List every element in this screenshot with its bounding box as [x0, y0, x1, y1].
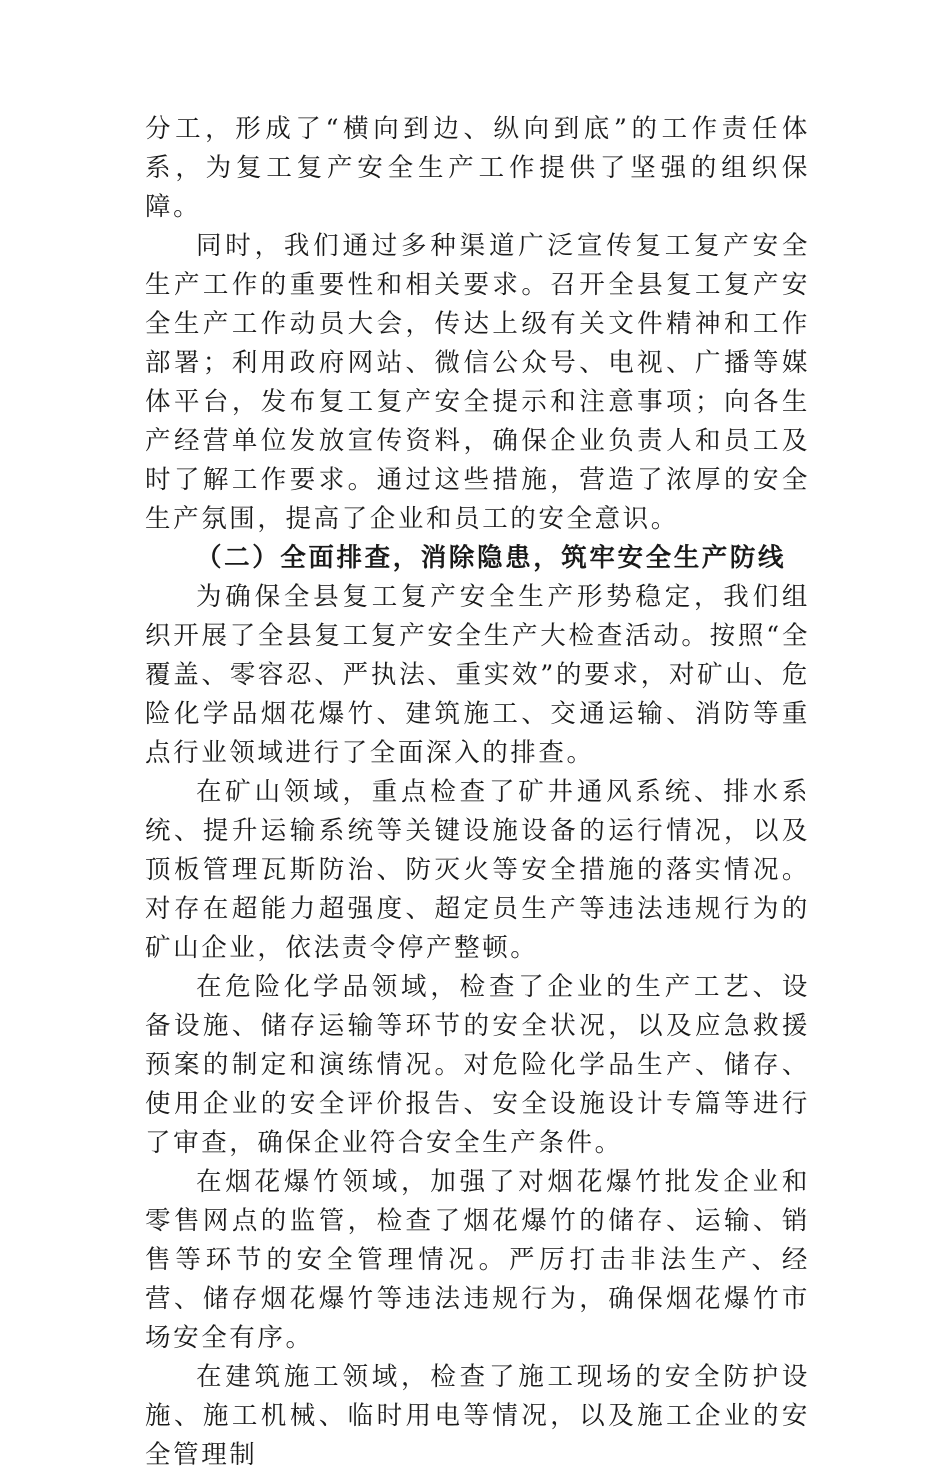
paragraph-fireworks: 在烟花爆竹领域，加强了对烟花爆竹批发企业和零售网点的监管，检查了烟花爆竹的储存、运输、销售等环节的安全管理情况。严厉打击非法生产、经营、储存烟花爆竹等违法违规行为，确保烟花爆竹市场安全有序。 [145, 1167, 810, 1353]
paragraph-hazardous-chemicals: 在危险化学品领域，检查了企业的生产工艺、设备设施、储存运输等环节的安全状况，以及应急救援预案的制定和演练情况。对危险化学品生产、储存、使用企业的安全评价报告、安全设施设计专篇等进行了审查，确保企业符合安全生产条件。 [145, 972, 810, 1158]
section-heading: （二）全面排查，消除隐患，筑牢安全生产防线 [196, 543, 787, 573]
paragraph-inspection-overview: 为确保全县复工复产安全生产形势稳定，我们组织开展了全县复工复产安全生产大检查活动。按照“全覆盖、零容忍、严执法、重实效”的要求，对矿山、危险化学品烟花爆竹、建筑施工、交通运输、消防等重点行业领域进行了全面深入的排查。 [145, 582, 810, 768]
document-body [145, 110, 810, 1475]
paragraph-continuation: 分工，形成了“横向到边、纵向到底”的工作责任体系，为复工复产安全生产工作提供了坚强的组织保障。 [145, 114, 810, 222]
paragraph-construction: 在建筑施工领域，检查了施工现场的安全防护设施、施工机械、临时用电等情况，以及施工企业的安全管理制 [145, 1362, 810, 1470]
paragraph-mining: 在矿山领域，重点检查了矿井通风系统、排水系统、提升运输系统等关键设施设备的运行情况，以及顶板管理瓦斯防治、防灭火等安全措施的落实情况。对存在超能力超强度、超定员生产等违法违规行为的矿山企业，依法责令停产整顿。 [145, 777, 810, 963]
paragraph-publicity: 同时，我们通过多种渠道广泛宣传复工复产安全生产工作的重要性和相关要求。召开全县复工复产安全生产工作动员大会，传达上级有关文件精神和工作部署；利用政府网站、微信公众号、电视、广播等媒体平台，发布复工复产安全提示和注意事项；向各生产经营单位发放宣传资料，确保企业负责人和员工及时了解工作要求。通过这些措施，营造了浓厚的安全生产氛围，提高了企业和员工的安全意识。 [145, 231, 810, 534]
